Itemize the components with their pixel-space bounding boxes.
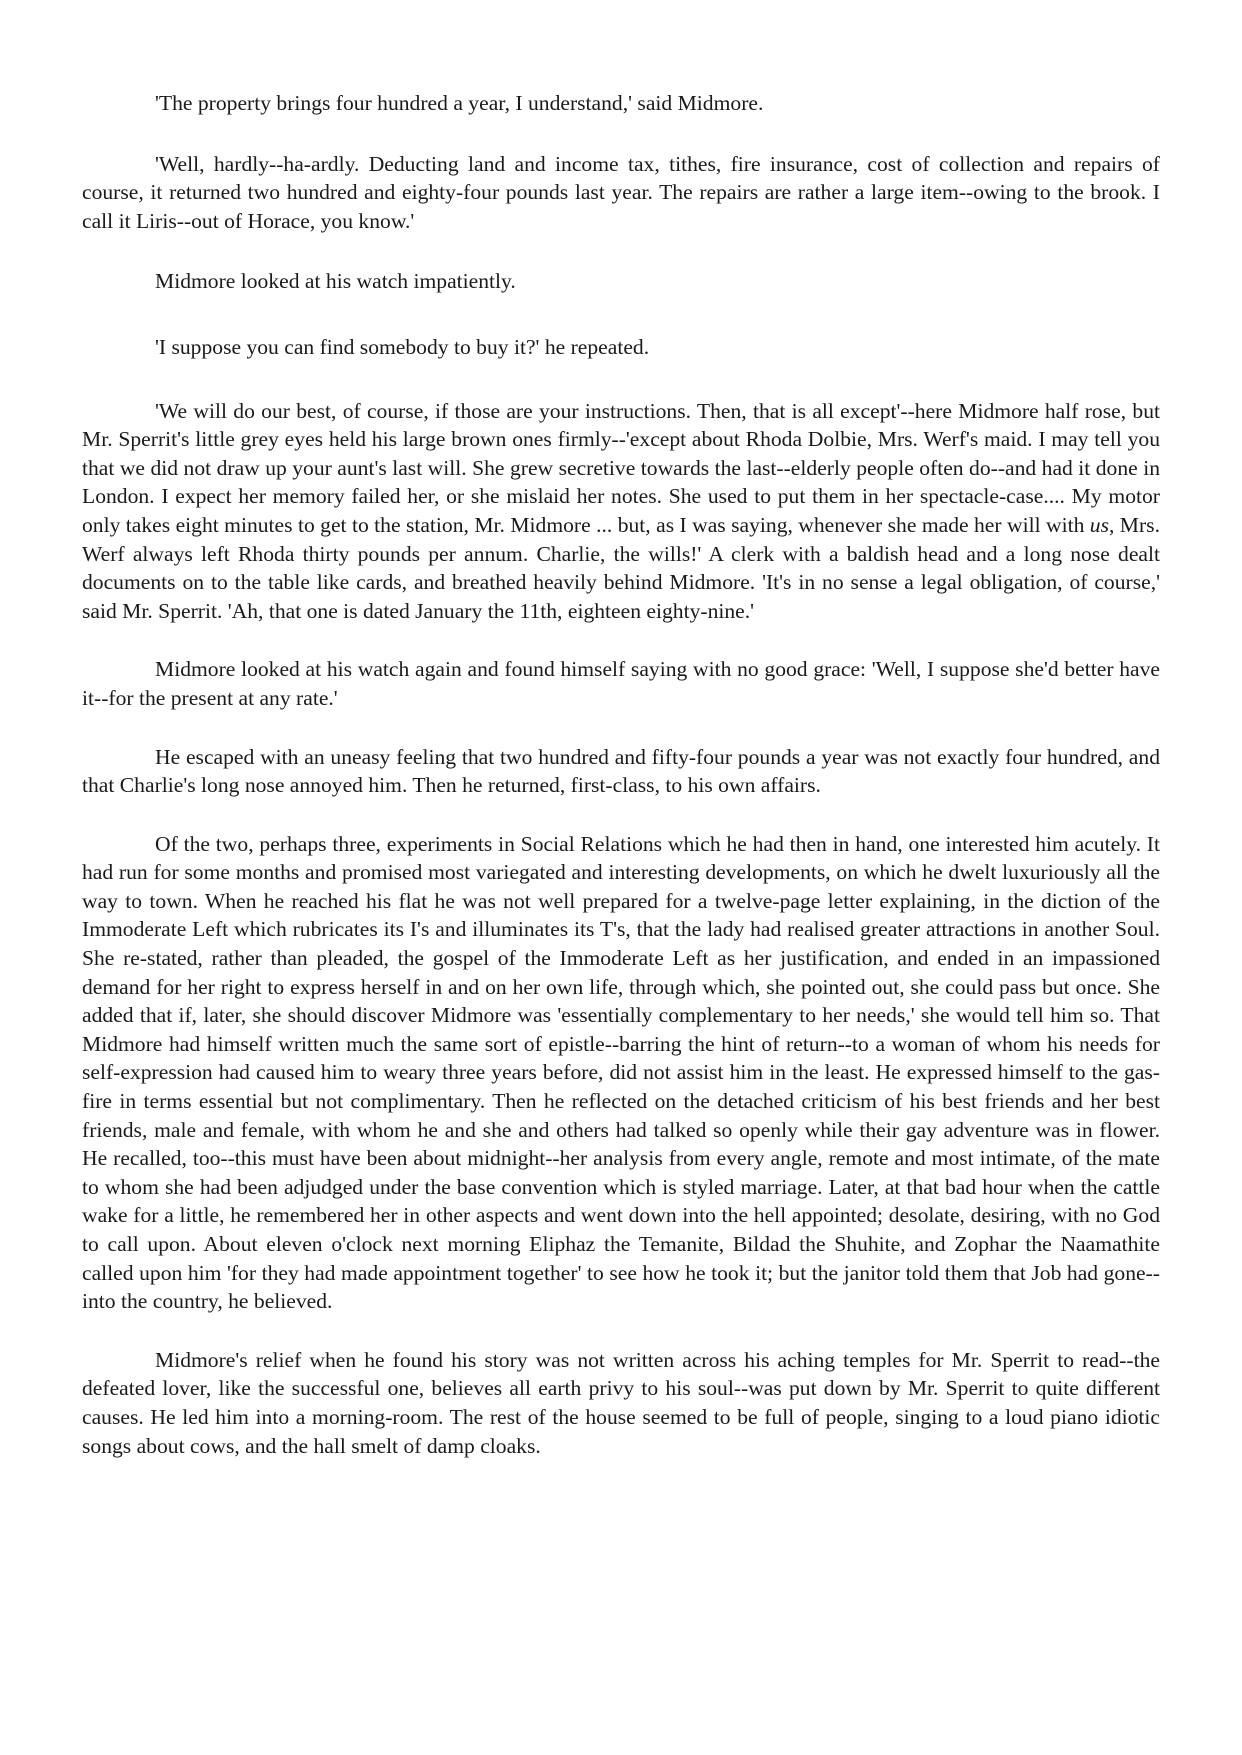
paragraph: Midmore's relief when he found his story was not written across his aching temples for Mr. Sperrit to read--the defeated lover, like the successful one, believes all earth privy to his soul--was put down by Mr. Sperrit to quite different causes. He led him into a morning-room. The rest of the house seemed to be full of people, singing to a loud piano idiotic songs about cows, and the hall smelt of damp cloaks. bbox=[82, 1347, 1160, 1458]
paragraph-text: 'We will do our best, of course, if those are your instructions. Then, that is all except'--here Midmore half rose, but Mr. Sperrit's little grey eyes held his large brown ones firmly--'except about Rhoda Dolbie, Mrs. Werf's maid. I may tell you that we did not draw up your aunt's last will. She grew secretive towards the last--elderly people often do--and had it done in London. I expect her memory failed her, or she mislaid her notes. She used to put them in her spectacle-case.... My motor only takes eight minutes to get to the station, Mr. Midmore ... but, as I was saying, whenever she made her will with bbox=[82, 398, 1160, 537]
paragraph: He escaped with an uneasy feeling that two hundred and fifty-four pounds a year was not exactly four hundred, and that Charlie's long nose annoyed him. Then he returned, first-class, to his own affairs. bbox=[82, 744, 1160, 798]
book-page-text bbox=[82, 89, 1160, 1487]
paragraph: Midmore looked at his watch impatiently. bbox=[155, 269, 516, 294]
paragraph: 'The property brings four hundred a year, I understand,' said Midmore. bbox=[155, 91, 764, 115]
paragraph: Of the two, perhaps three, experiments in Social Relations which he had then in hand, one interested him acutely. It had run for some months and promised most variegated and interesting developments, on which he dwelt luxuriously all the way to town. When he reached his flat he was not well prepared for a twelve-page letter explaining, in the diction of the Immoderate Left which rubricates its I's and illuminates its T's, that the lady had realised greater attractions in another Soul. She re-stated, rather than pleaded, the gospel of the Immoderate Left as her justification, and ended in an impassioned demand for her right to express herself in and on her own life, through which, she pointed out, she could pass but once. She added that if, later, she should discover Midmore was 'essentially complementary to her needs,' she would tell him so. That Midmore had himself written much the same sort of epistle--barring the hint of return--to a woman of whom his needs for self-expression had caused him to weary three years before, did not assist him in the least. He expressed himself to the gas-fire in terms essential but not complimentary. Then he reflected on the detached criticism of his best friends and her best friends, male and female, with whom he and she and others had talked so openly while their gay adventure was in flower. He recalled, too--this must have been about midnight--her analysis from every angle, remote and most intimate, of the mate to whom she had been adjudged under the base convention which is styled marriage. Later, at that bad hour when the cattle wake for a little, he remembered her in other aspects and went down into the hell appointed; desolate, desiring, with no God to call upon. About eleven o'clock next morning Eliphaz the Temanite, Bildad the Shuhite, and Zophar the Naamathite called upon him 'for they had made appointment together' to see how he took it; but the janitor told them that Job had gone--into the country, he believed. bbox=[82, 831, 1160, 1314]
paragraph bbox=[82, 397, 1160, 626]
paragraph: 'Well, hardly--ha-ardly. Deducting land and income tax, tithes, fire insurance, cost of collection and repairs of course, it returned two hundred and eighty-four pounds last year. The repairs are rather a large item--owing to the brook. I call it Liris--out of Horace, you know.' bbox=[82, 151, 1160, 233]
paragraph: Midmore looked at his watch again and found himself saying with no good grace: 'Well, I suppose she'd better have it--for the present at any rate.' bbox=[82, 657, 1160, 710]
emphasis-text: us bbox=[1089, 512, 1109, 537]
paragraph: 'I suppose you can find somebody to buy it?' he repeated. bbox=[155, 334, 650, 359]
paragraph-text: , Mrs. Werf always left Rhoda thirty pounds per annum. Charlie, the wills!' A clerk with a baldish head and a long nose dealt documents on to the table like cards, and breathed heavily behind Midmore. 'It's in no sense a legal obligation, of course,' said Mr. Sperrit. 'Ah, that one is dated January the 11th, eighteen eighty-nine.' bbox=[82, 512, 1160, 623]
